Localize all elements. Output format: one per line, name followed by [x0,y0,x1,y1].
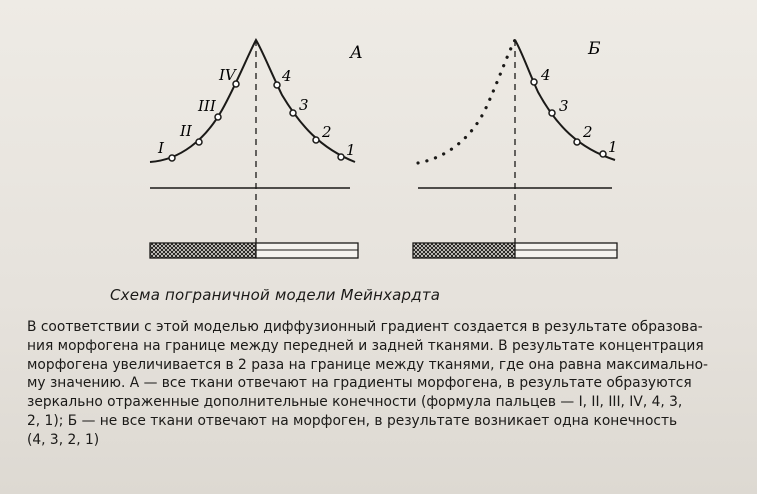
body-line: морфогена увеличивается в 2 раза на границе между тканями, где она равна максимально- [27,356,709,373]
panel-a-title: А [350,43,363,63]
panel-b-label-4: 4 [541,66,551,84]
panel-a-label-4: 4 [282,67,292,85]
panel-a-point-II [196,139,202,145]
panel-b-dotted-curve [418,40,515,163]
panel-a-point-4 [274,82,280,88]
panel-b-point-1 [600,151,606,157]
panel-a-point-III [215,114,221,120]
figure-caption: Схема пограничной модели Мейнхардта [110,286,441,304]
panel-a-point-I [169,155,175,161]
body-line: ния морфогена на границе между передней и задней тканями. В результате концентрация [27,337,704,354]
panel-b-point-3 [549,110,555,116]
panel-a-label-2: 2 [322,123,332,141]
panel-b-label-3: 3 [559,97,569,115]
panel-b [413,39,618,258]
panel-a-label-IV: IV [219,66,236,84]
panel-a-point-2 [313,137,319,143]
panel-b-point-4 [531,79,537,85]
panel-b-title: Б [588,39,601,59]
panel-a-label-3: 3 [299,96,309,114]
body-line: зеркально отраженные дополнительные конечности (формула пальцев — I, II, III, IV, 4, 3, [27,394,683,411]
panel-a-label-I: I [158,139,164,157]
panel-b-point-2 [574,139,580,145]
panel-a-label-II: II [180,122,192,140]
panel-a-label-III: III [198,97,216,115]
body-paragraph [27,318,745,450]
panel-a-tissue-bar-anterior [150,243,256,258]
panel-b-label-1: 1 [608,138,618,156]
panel-a-gradient-curve [150,40,355,162]
panel-b-label-2: 2 [583,123,593,141]
body-line: (4, 3, 2, 1) [27,431,100,448]
body-line: му значению. А — все ткани отвечают на градиенты морфогена, в результате образуются [27,375,692,392]
panel-a-point-3 [290,110,296,116]
panel-a-label-1: 1 [346,141,356,159]
panel-a [150,40,363,258]
panel-a-point-1 [338,154,344,160]
body-line: 2, 1); Б — не все ткани отвечают на морфоген, в результате возникает одна конечность [27,412,678,429]
panel-b-tissue-bar-anterior [413,243,515,258]
body-line: В соответствии с этой моделью диффузионный градиент создается в результате образова- [27,319,703,335]
